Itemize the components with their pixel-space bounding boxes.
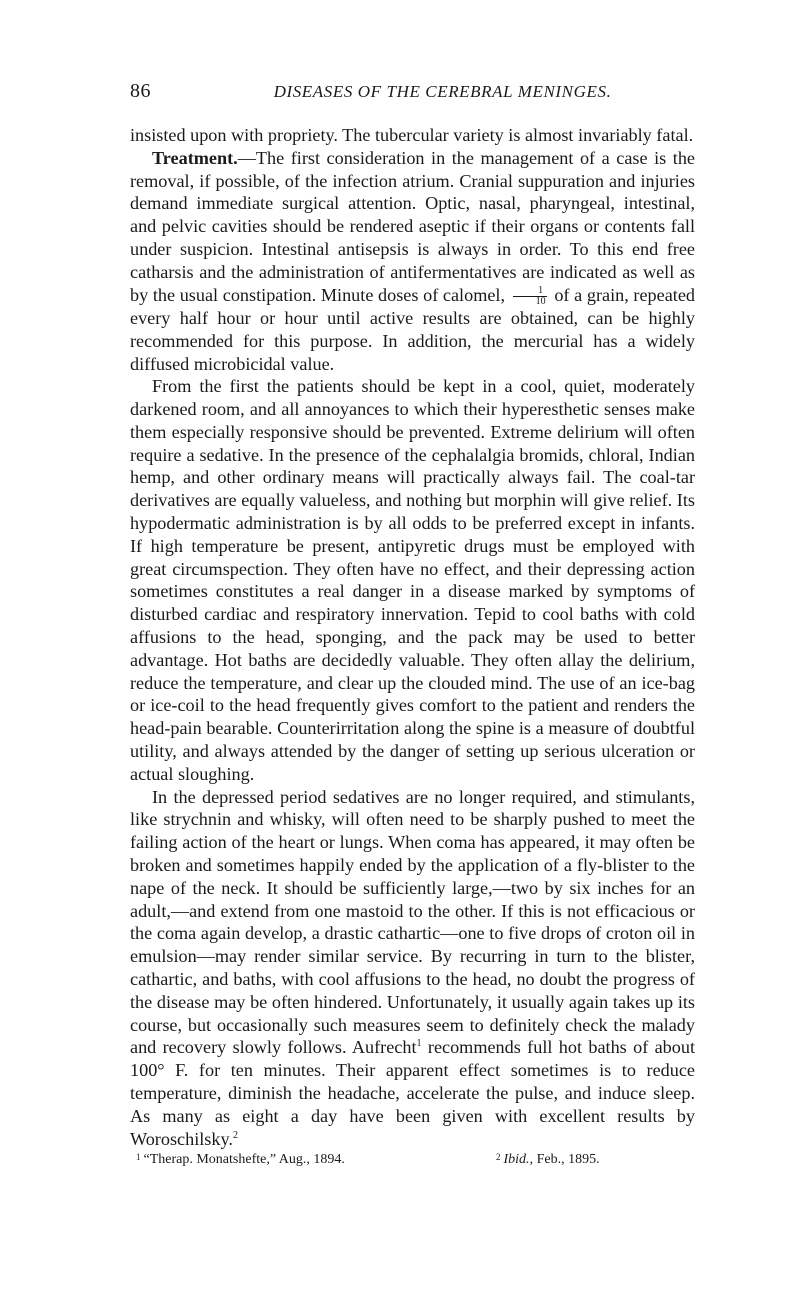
treatment-text-a: —The first consideration in the management of a case is the removal, if possible, of the infection atrium. Cranial suppuration and injuries demand immediate surgical attention. Optic, nasal, pharyngeal, intestinal, and pelvic cavities should be rendered aseptic if their organs or contents fall under suspicion. Intestinal antisepsis is always in order. To this end free catharsis and the administration of antifermentatives are indicated as well as by the usual constipation. Minute doses of calomel, — [130, 147, 695, 305]
fraction-denominator: 10 — [535, 295, 546, 307]
footnote-ref-2: 2 — [232, 1129, 238, 1141]
book-page — [130, 80, 695, 1172]
page-number: 86 — [130, 80, 151, 102]
paragraph-3-text: From the first the patients should be kept in a cool, quiet, moderately darkened room, and all annoyances to which their hyperesthetic senses make them especially responsive should be prevented. Extreme delirium will often require a sedative. In the presence of the cephalalgia bromids, chloral, Indian hemp, and other ordinary means will practically always fail. The coal-tar derivatives are equally valueless, and nothing but morphin will give relief. Its hypodermatic administration is by all odds to be preferred except in infants. If high temperature be present, antipyretic drugs must be employed with great circumspection. They often have no effect, and their depressing action sometimes constitutes a real danger in a disease marked by symptoms of disturbed cardiac and respiratory innervation. Tepid to cool baths with cold affusions to the head, sponging, and the pack may be used to better advantage. Hot baths are decidedly valuable. They often allay the delirium, reduce the temperature, and clear up the clouded mind. The use of an ice-bag or ice-coil to the head frequently gives comfort to the patient and renders the head-pain bearable. Counterirritation along the spine is a measure of doubtful utility, and always attended by the danger of setting up serious ulceration or actual sloughing. — [130, 376, 695, 784]
fraction-dose — [513, 286, 547, 307]
body-text — [130, 124, 695, 1150]
footnote-ref-1: 1 — [416, 1038, 422, 1050]
paragraph-1 — [130, 124, 695, 147]
paragraph-4 — [130, 786, 695, 1151]
footnote-2-text: , Feb., 1895. — [529, 1152, 600, 1168]
footnotes — [130, 1152, 695, 1172]
footnote-1 — [136, 1152, 345, 1168]
paragraph-4-text-b: recommends full hot baths of about 100° F. for ten minutes. Their apparent effect sometimes is to reduce temperature, diminish the headache, accelerate the pulse, and induce sleep. As many as eight a day have been given with excellent results by Woroschilsky. — [130, 1037, 696, 1149]
footnote-2-ibid: Ibid. — [503, 1152, 530, 1168]
treatment-text-b: of a grain, repeated every half hour or hour until active results are obtained, can be highly recommended for this purpose. In addition, the mercurial has a widely diffused microbicidal value. — [130, 284, 696, 374]
footnote-1-text: “Therap. Monatshefte,” Aug., 1894. — [143, 1152, 345, 1168]
page-header — [130, 80, 695, 114]
footnote-2-mark: 2 — [496, 1152, 501, 1163]
treatment-heading: Treatment. — [152, 147, 238, 168]
paragraph-1-text: insisted upon with propriety. The tubercular variety is almost invariably fatal. — [130, 125, 694, 145]
footnote-2 — [496, 1152, 600, 1168]
fraction-numerator: 1 — [513, 286, 547, 297]
running-head: DISEASES OF THE CEREBRAL MENINGES. — [273, 82, 612, 101]
paragraph-3 — [130, 375, 695, 785]
footnote-1-mark: 1 — [136, 1152, 141, 1163]
paragraph-treatment — [130, 147, 695, 376]
paragraph-4-text-a: In the depressed period sedatives are no longer required, and stimulants, like strychnin and whisky, will often need to be sharply pushed to meet the failing action of the heart or lungs. When coma has appeared, it may often be broken and sometimes happily ended by the application of a fly-blister to the nape of the neck. It should be sufficiently large,—two by six inches for an adult,—and extend from one mastoid to the other. If this is not efficacious or the coma again develop, a drastic cathartic—one to five drops of croton oil in emulsion—may render similar service. By recurring in turn to the blister, cathartic, and baths, with cool affusions to the head, no doubt the progress of the disease may be often hindered. Unfortunately, it usually again takes up its course, but occasionally such measures seem to definitely check the malady and recovery slowly follows. Aufrecht — [130, 786, 695, 1058]
